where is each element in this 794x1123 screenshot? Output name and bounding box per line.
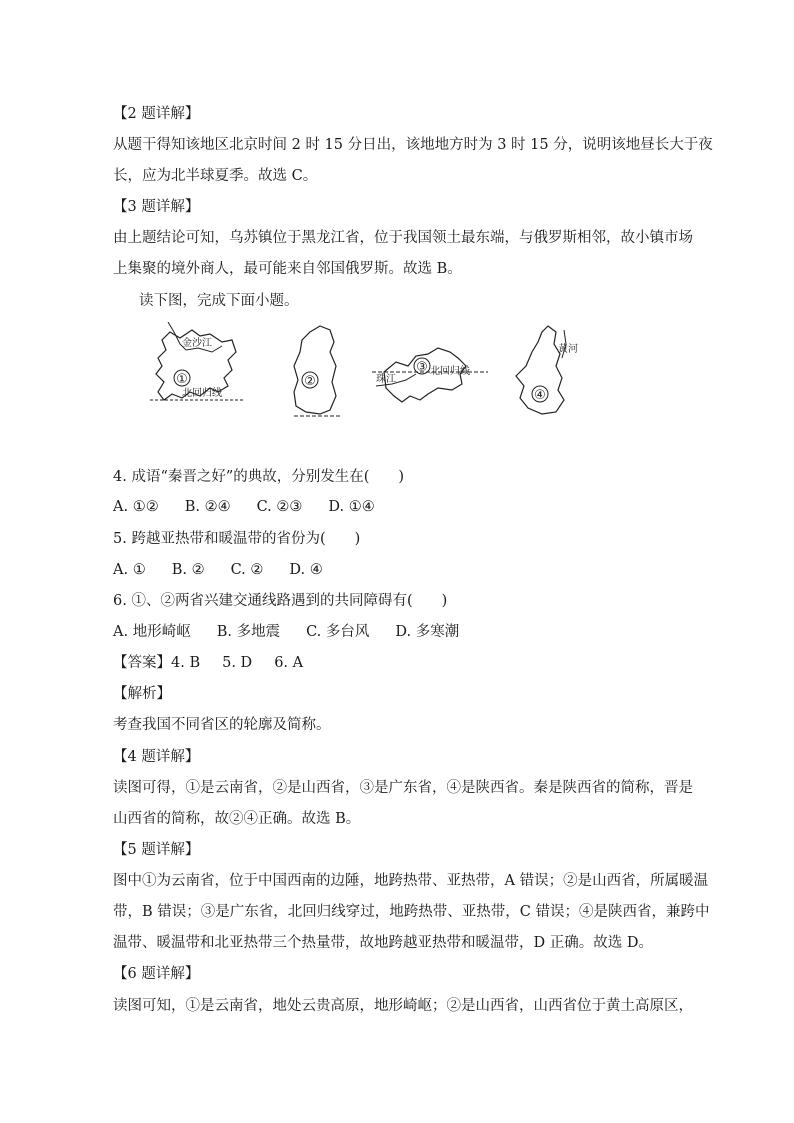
q5-option-b: B. ②: [171, 562, 205, 578]
q6-option-c: C. 多台风: [306, 624, 370, 640]
map-yunnan: [140, 322, 250, 422]
question-4: 4. 成语“秦晋之好”的典故，分别发生在( ): [113, 469, 405, 485]
q6-detail-line-1: 读图可知，①是云南省，地处云贵高原，地形崎岖；②是山西省，山西省位于黄土高原区，: [113, 998, 693, 1014]
question-5-options: [113, 560, 683, 580]
map-shaanxi: [506, 322, 586, 422]
q5-detail-heading: 【5 题详解】: [113, 842, 200, 858]
q5-detail-line-2: 带，B 错误；③是广东省，北回归线穿过，地跨热带、亚热带，C 错误；④是陕西省，兼跨中: [113, 904, 710, 920]
map-guangdong: [372, 322, 492, 422]
q4-option-d: D. ①④: [328, 499, 375, 515]
q5-option-d: D. ④: [289, 562, 323, 578]
answer-6: 6. A: [274, 655, 304, 671]
map3-river-label: 珠江: [376, 374, 396, 385]
q4-option-b: B. ②④: [184, 499, 231, 515]
map4-river-label: 黄河: [558, 344, 578, 355]
answer-line: [113, 653, 683, 673]
q2-body-line-1: 从题干得知该地区北京时间 2 时 15 分日出，该地地方时为 3 时 15 分，说明该地昼长大于夜: [113, 137, 713, 153]
analysis-heading: 【解析】: [113, 686, 171, 702]
q5-option-c: C. ②: [230, 562, 264, 578]
map3-number: ③: [416, 360, 428, 375]
province-maps-figure: [140, 322, 580, 432]
q3-body-line-2: 上集聚的境外商人，最可能来自邻国俄罗斯。故选 B。: [113, 261, 462, 277]
q6-detail-heading: 【6 题详解】: [113, 966, 200, 982]
map-intro: 读下图，完成下面小题。: [139, 293, 299, 309]
q4-option-a: A. ①②: [113, 499, 159, 515]
q5-detail-line-3: 温带、暖温带和北亚热带三个热量带，故地跨越亚热带和暖温带，D 正确。故选 D。: [113, 935, 653, 951]
map4-number: ④: [534, 388, 546, 403]
q5-detail-line-1: 图中①为云南省，位于中国西南的边陲，地跨热带、亚热带，A 错误；②是山西省，所属暖温: [113, 873, 709, 889]
q4-detail-heading: 【4 题详解】: [113, 749, 200, 765]
answer-5: 5. D: [222, 655, 253, 671]
map1-river-label: 金沙江: [182, 338, 212, 349]
q5-option-a: A. ①: [113, 562, 146, 578]
question-5: 5. 跨越亚热带和暖温带的省份为( ): [113, 531, 361, 547]
q4-detail-line-1: 读图可得，①是云南省，②是山西省，③是广东省，④是陕西省。秦是陕西省的简称，晋是: [113, 780, 693, 796]
map3-tropic-label: 北回归线: [430, 366, 470, 377]
answer-label: 【答案】: [113, 655, 171, 671]
q3-body-line-1: 由上题结论可知，乌苏镇位于黑龙江省，位于我国领土最东端，与俄罗斯相邻，故小镇市场: [113, 230, 693, 246]
q3-heading: 【3 题详解】: [113, 199, 200, 215]
q6-option-d: D. 多寒潮: [395, 624, 460, 640]
question-6-options: [113, 622, 683, 642]
analysis-body: 考查我国不同省区的轮廓及简称。: [113, 717, 331, 733]
q2-body-line-2: 长，应为北半球夏季。故选 C。: [113, 168, 318, 184]
q6-option-b: B. 多地震: [216, 624, 281, 640]
question-4-options: [113, 497, 683, 517]
map1-tropic-label: 北回归线: [182, 388, 222, 399]
q4-option-c: C. ②③: [256, 499, 303, 515]
q6-option-a: A. 地形崎岖: [113, 624, 191, 640]
map-shanxi: [280, 322, 360, 422]
answer-4: 4. B: [171, 655, 201, 671]
map2-number: ②: [304, 374, 316, 389]
map1-number: ①: [176, 372, 188, 387]
question-6: 6. ①、②两省兴建交通线路遇到的共同障碍有( ): [113, 593, 448, 609]
q4-detail-line-2: 山西省的简称，故②④正确。故选 B。: [113, 811, 361, 827]
q2-heading: 【2 题详解】: [113, 106, 200, 122]
